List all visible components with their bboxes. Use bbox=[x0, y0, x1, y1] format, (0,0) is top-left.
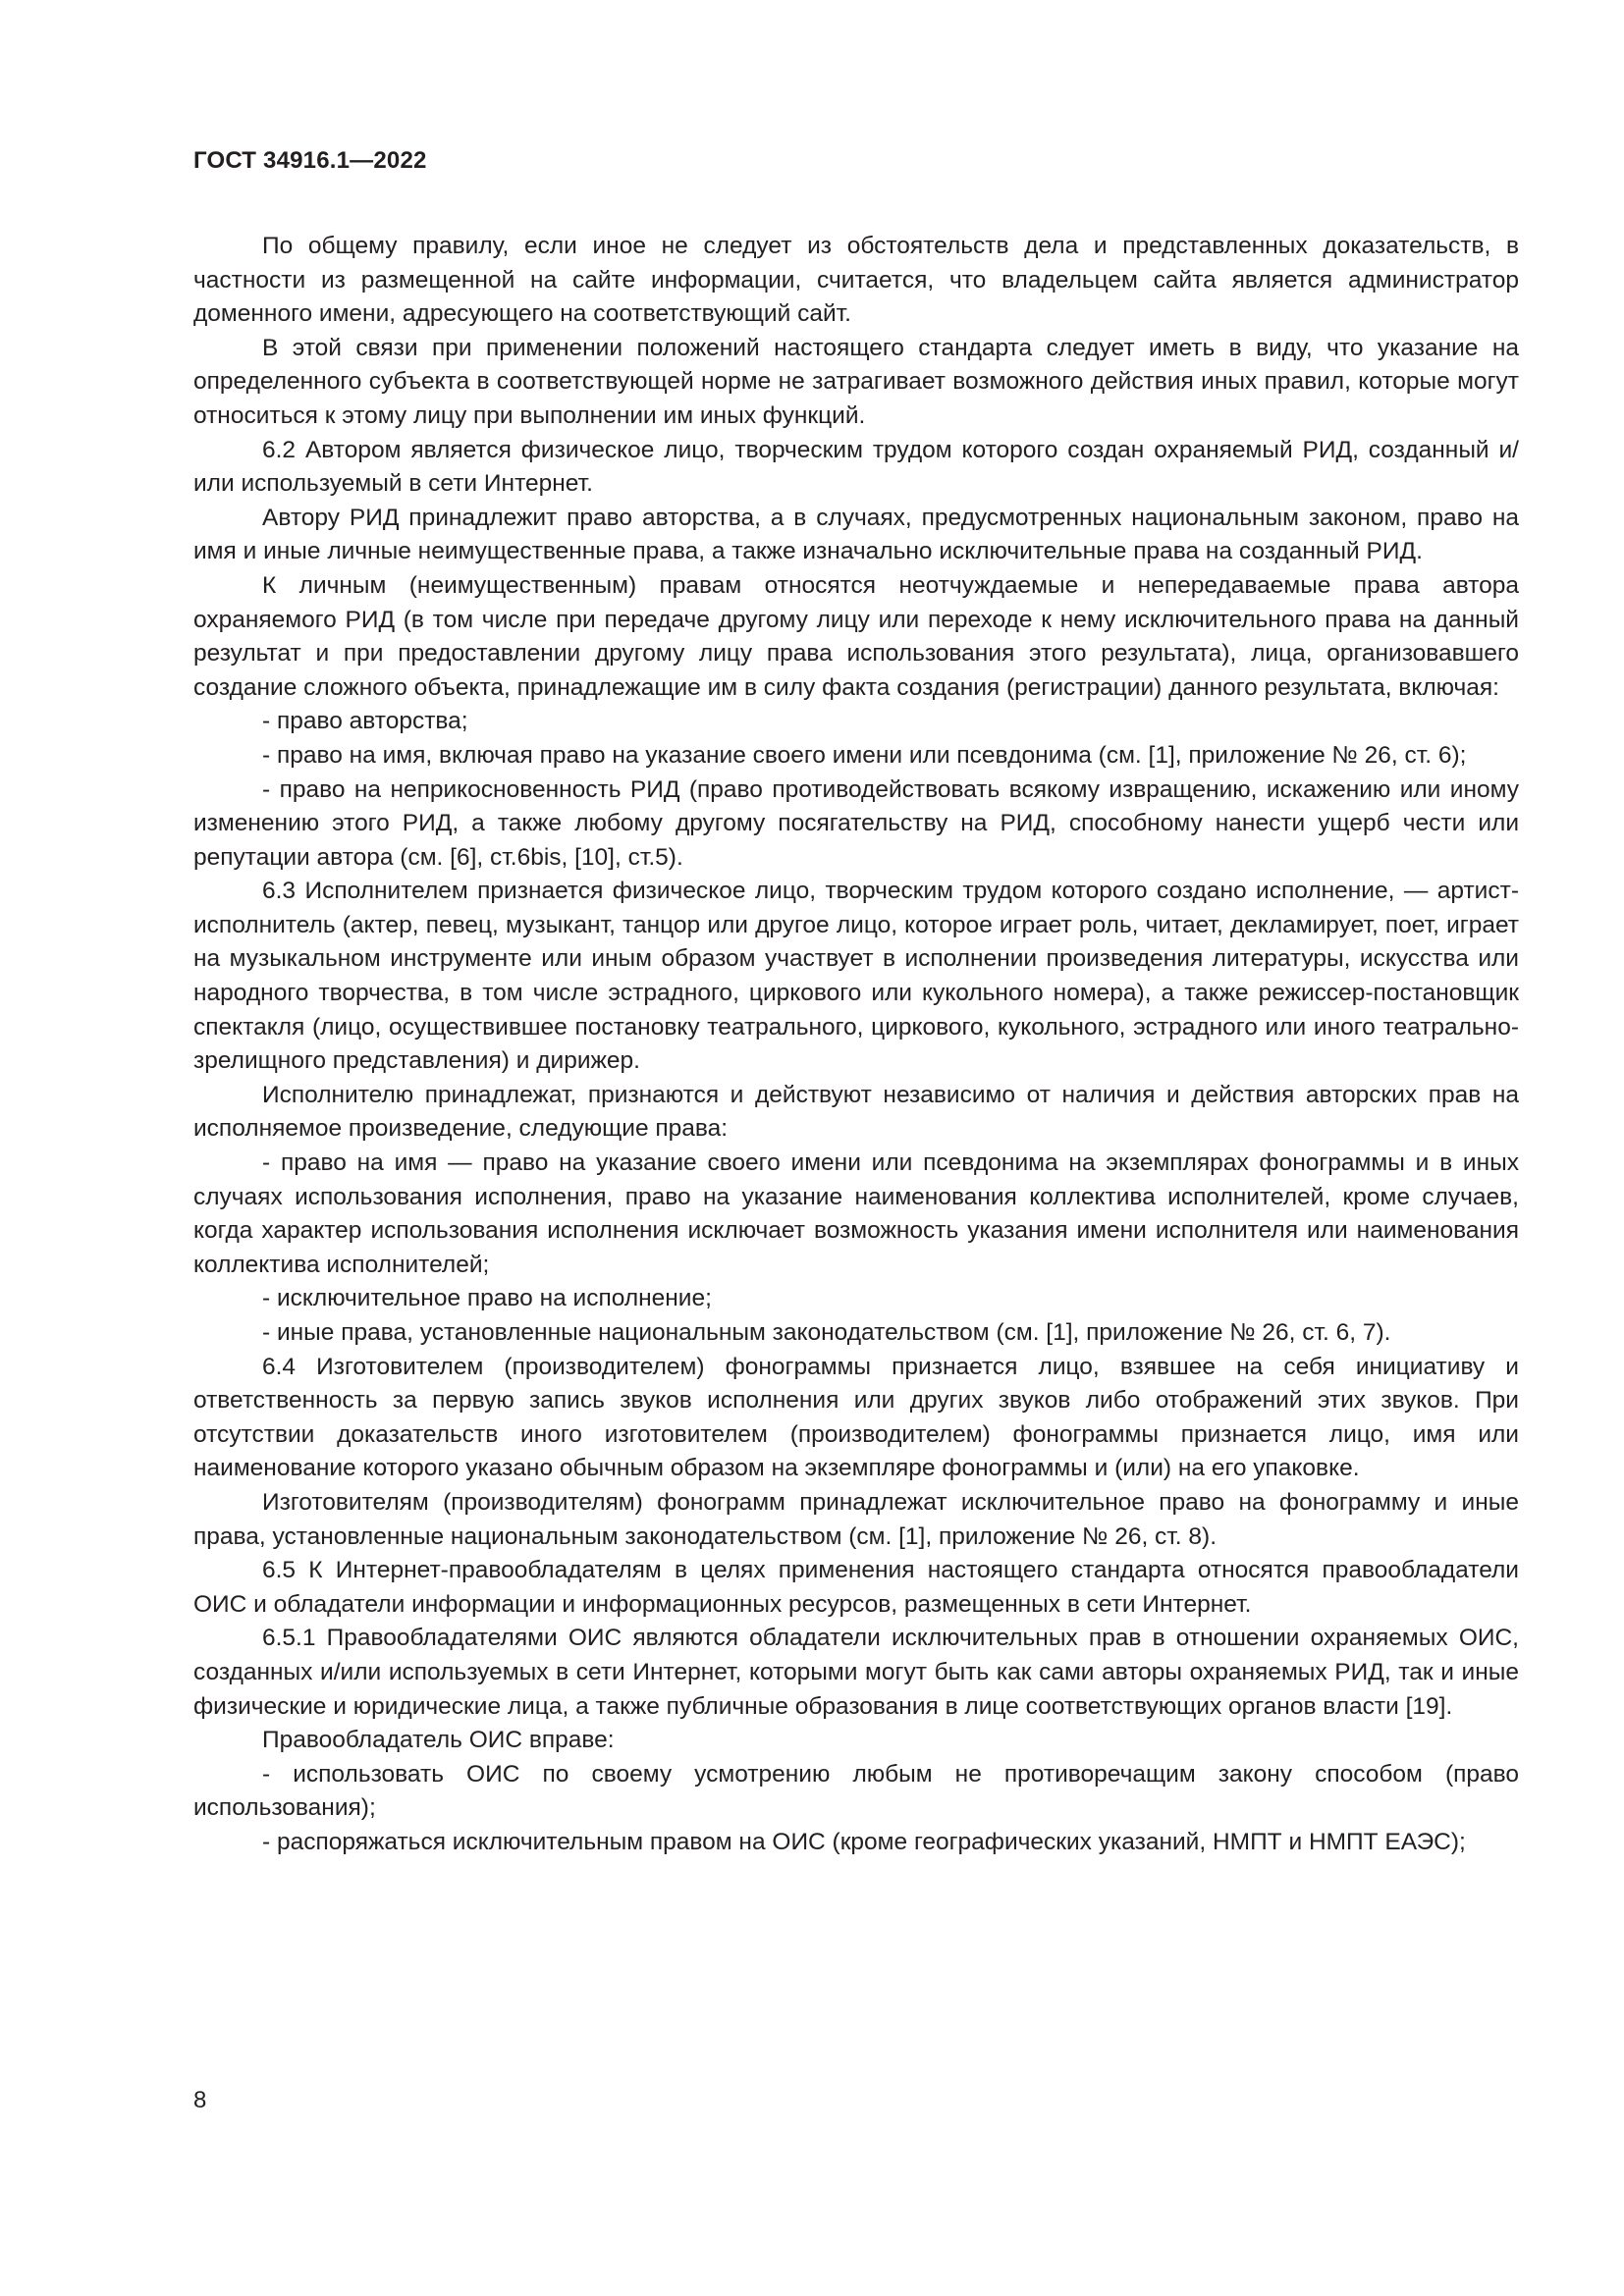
paragraph: Исполнителю принадлежат, признаются и действуют независимо от наличия и действия авторских прав на исполняемое произведение, следующие права: bbox=[193, 1081, 1519, 1143]
list-item: - исключительное право на исполнение; bbox=[262, 1285, 712, 1312]
paragraph: По общему правилу, если иное не следует из обстоятельств дела и представленных доказательств, в частности из размещенной на сайте информации, считается, что владельцем сайта является администратор доменного имени, адресующего на соответствующий сайт. bbox=[193, 233, 1519, 328]
paragraph: Автору РИД принадлежит право авторства, а в случаях, предусмотренных национальным законом, право на имя и иные личные неимущественные права, а также изначально исключительные права на созданный РИД. bbox=[193, 504, 1519, 565]
list-item: - право на имя — право на указание своего имени или псевдонима на экземплярах фонограммы и в иных случаях использования исполнения, право на указание наименования коллектива исполнителей, кроме случаев, когда характер использования исполнения исключает возможность указания имени исполнителя или наименования коллектива исполнителей; bbox=[193, 1149, 1519, 1278]
list-item: - иные права, установленные национальным законодательством (см. [1], приложение № 26, ст. 6, 7). bbox=[262, 1319, 1391, 1346]
paragraph: 6.2 Автором является физическое лицо, творческим трудом которого создан охраняемый РИД, созданный и/или используемый в сети Интернет. bbox=[193, 436, 1519, 498]
list-item: - распоряжаться исключительным правом на ОИС (кроме географических указаний, НМПТ и НМПТ ЕАЭС); bbox=[262, 1828, 1466, 1855]
paragraph: 6.5.1 Правообладателями ОИС являются обладатели исключительных прав в отношении охраняемых ОИС, созданных и/или используемых в сети Интернет, которыми могут быть как сами авторы охраняемых РИД, так и иные физические и юридические лица, а также публичные образования в лице соответствующих органов власти [19]. bbox=[193, 1625, 1519, 1720]
list-item: - право на неприкосновенность РИД (право противодействовать всякому извращению, искажению или иному изменению этого РИД, а также любому другому посягательству на РИД, способному нанести ущерб чести или репутации автора (см. [6], ст.6bis, [10], ст.5). bbox=[193, 775, 1519, 871]
paragraph: Правообладатель ОИС вправе: bbox=[262, 1727, 615, 1754]
paragraph: Изготовителям (производителям) фонограмм принадлежат исключительное право на фонограмму и иные права, установленные национальным законодательством (см. [1], приложение № 26, ст. 8). bbox=[193, 1488, 1519, 1550]
document-code-header: ГОСТ 34916.1—2022 bbox=[193, 147, 427, 174]
document-body bbox=[193, 230, 1519, 1860]
list-item: - право на имя, включая право на указание своего имени или псевдонима (см. [1], приложение № 26, ст. 6); bbox=[262, 741, 1467, 769]
list-item: - право авторства; bbox=[262, 708, 468, 735]
paragraph: 6.4 Изготовителем (производителем) фонограммы признается лицо, взявшее на себя инициативу и ответственность за первую запись звуков исполнения или других звуков либо отображений этих звуков. При отсутствии доказательств иного изготовителем (производителем) фонограммы признается лицо, имя или наименование которого указано обычным образом на экземпляре фонограммы и (или) на его упаковке. bbox=[193, 1353, 1519, 1482]
paragraph: 6.3 Исполнителем признается физическое лицо, творческим трудом которого создано исполнение, — артист-исполнитель (актер, певец, музыкант, танцор или другое лицо, которое играет роль, читает, декламирует, поет, играет на музыкальном инструменте или иным образом участвует в исполнении произведения литературы, искусства или народного творчества, в том числе эстрадного, циркового или кукольного номера), а также режиссер-постановщик спектакля (лицо, осуществившее постановку театрального, циркового, кукольного, эстрадного или иного театрально-зрелищного представления) и дирижер. bbox=[193, 878, 1519, 1075]
paragraph: 6.5 К Интернет-правообладателям в целях применения настоящего стандарта относятся правообладатели ОИС и обладатели информации и информационных ресурсов, размещенных в сети Интернет. bbox=[193, 1557, 1519, 1618]
page-number: 8 bbox=[193, 2087, 207, 2113]
paragraph: К личным (неимущественным) правам относятся неотчуждаемые и непередаваемые права автора охраняемого РИД (в том числе при передаче другому лицу или переходе к нему исключительного права на данный результат и при предоставлении другому лицу права использования этого результата), лица, организовавшего создание сложного объекта, принадлежащие им в силу факта создания (регистрации) данного результата, включая: bbox=[193, 571, 1519, 701]
list-item: - использовать ОИС по своему усмотрению любым не противоречащим закону способом (право использования); bbox=[193, 1760, 1519, 1822]
paragraph: В этой связи при применении положений настоящего стандарта следует иметь в виду, что указание на определенного субъекта в соответствующей норме не затрагивает возможного действия иных правил, которые могут относиться к этому лицу при выполнении им иных функций. bbox=[193, 334, 1519, 429]
